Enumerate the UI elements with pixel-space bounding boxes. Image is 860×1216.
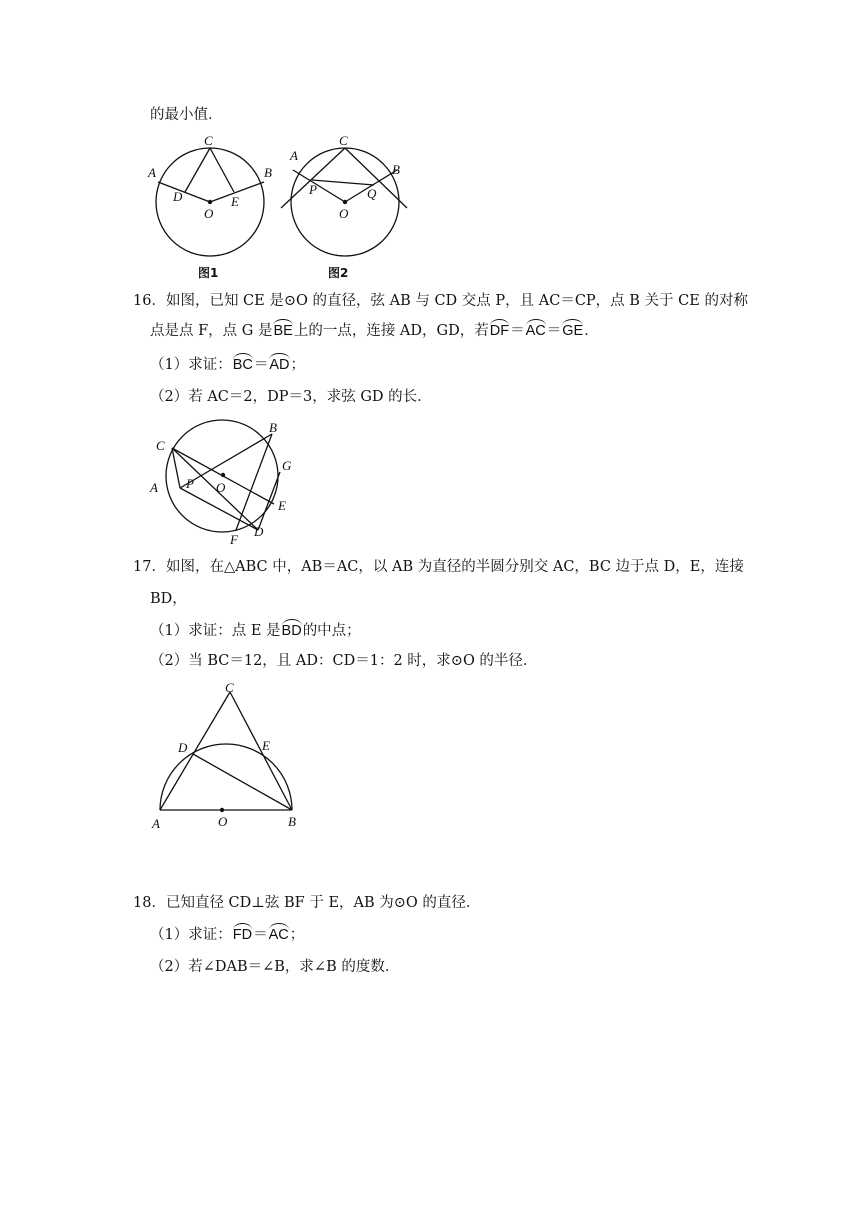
label-c: C: [156, 438, 165, 453]
label-p-2: P: [309, 182, 317, 197]
label-d: D: [254, 524, 264, 539]
q17-sub-2: （2）当 BC＝12，且 AD：CD＝1：2 时，求⊙O 的半径．: [150, 653, 538, 669]
label-o: O: [204, 206, 214, 221]
center-o-2: [343, 200, 347, 204]
segment-gd: [258, 472, 280, 530]
label-o: O: [218, 814, 228, 829]
label-d: D: [178, 740, 188, 755]
label-b: B: [288, 814, 296, 829]
previous-question-tail: 的最小值．: [150, 107, 223, 123]
caption-fig2: 图2: [328, 266, 349, 280]
figure-15: [140, 130, 560, 280]
q18-line-1: 18．已知直径 CD⊥弦 BF 于 E，AB 为⊙O 的直径．: [133, 895, 481, 911]
q16-sub-1: （1）求证：BC＝AD；: [150, 357, 306, 373]
figure-16: [148, 414, 308, 547]
q18-sub-2: （2）若∠DAB＝∠B，求∠B 的度数．: [150, 959, 400, 975]
q16-line-1: 16．如图，已知 CE 是⊙O 的直径，弦 AB 与 CD 交点 P，且 AC＝CP，点 B 关于 CE 的对称: [133, 293, 748, 309]
center-o-1: [208, 200, 212, 204]
radius-ao: [158, 182, 210, 202]
label-f: F: [230, 532, 238, 547]
label-a-2: A: [290, 148, 298, 163]
q17-line-2: BD，: [150, 591, 187, 607]
radius-ao-2: [293, 170, 345, 202]
segment-ac: [160, 692, 230, 810]
label-e: E: [278, 498, 286, 513]
label-c: C: [204, 133, 213, 148]
label-d: D: [173, 189, 183, 204]
label-p: P: [186, 476, 194, 491]
q16-sub-2: （2）若 AC＝2，DP＝3，求弦 GD 的长．: [150, 389, 432, 405]
label-c: C: [225, 680, 234, 695]
segment-bf: [236, 434, 272, 530]
q17-line-1: 17．如图，在△ABC 中，AB＝AC，以 AB 为直径的半圆分别交 AC，BC 边于点 D，E，连接: [133, 559, 744, 575]
figure-17: [148, 676, 318, 836]
label-b-2: B: [392, 162, 400, 177]
label-b: B: [264, 165, 272, 180]
label-b: B: [269, 420, 277, 435]
q18-sub-1: （1）求证：FD＝AC；: [150, 927, 305, 943]
label-a: A: [148, 165, 156, 180]
q16-line-2: 点是点 F，点 G 是BE上的一点，连接 AD，GD，若DF＝AC＝GE．: [150, 323, 599, 339]
caption-fig1: 图1: [198, 266, 219, 280]
label-g: G: [282, 458, 292, 473]
label-q-2: Q: [367, 186, 377, 201]
q17-sub-1: （1）求证：点 E 是BD的中点；: [150, 623, 361, 639]
label-c-2: C: [339, 133, 348, 148]
label-a: A: [150, 480, 158, 495]
segment-ce: [210, 148, 234, 192]
label-e: E: [262, 738, 270, 753]
label-e: E: [231, 194, 239, 209]
segment-dc: [185, 148, 210, 192]
label-o: O: [216, 480, 226, 495]
label-a: A: [152, 816, 160, 831]
segment-pq: [312, 180, 374, 185]
label-o-2: O: [339, 206, 349, 221]
